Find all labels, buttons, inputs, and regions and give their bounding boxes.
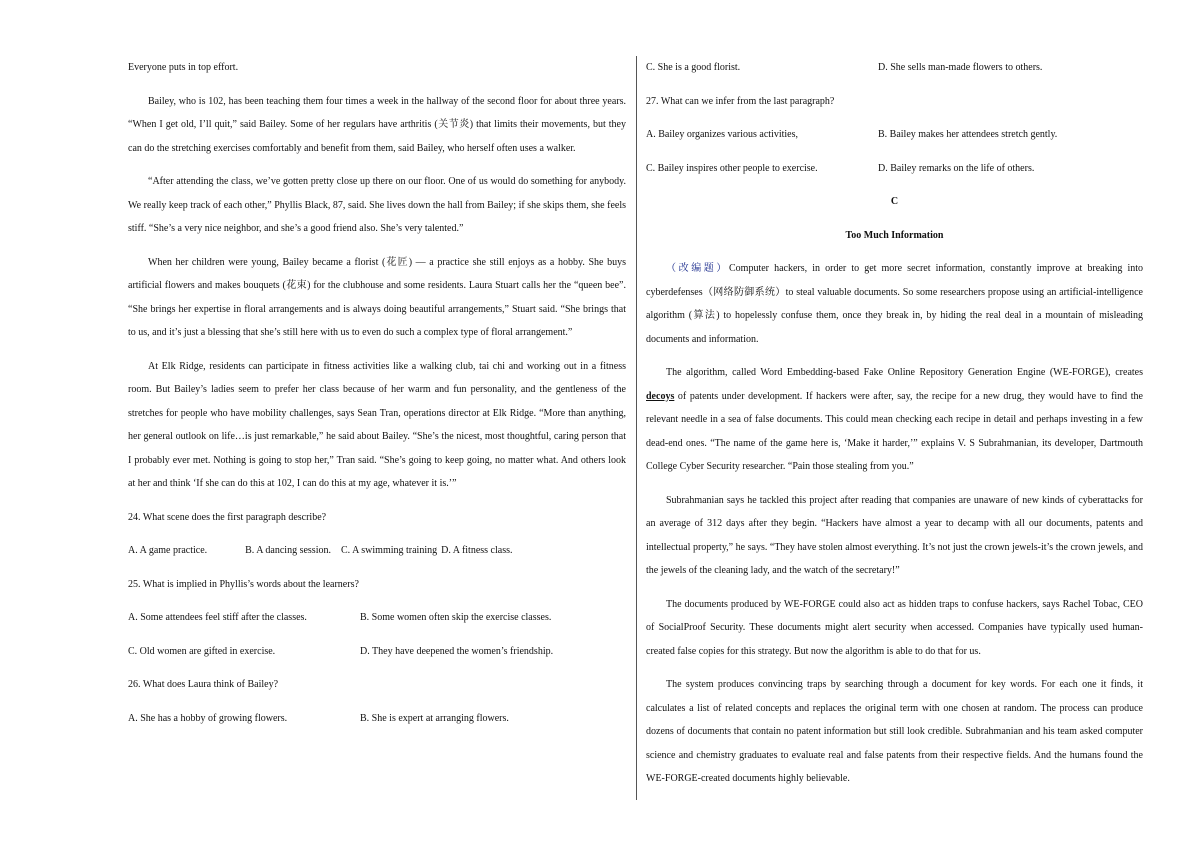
option: A. Some attendees feel stiff after the classes.	[128, 612, 307, 623]
question-25: 25. What is implied in Phyllis’s words about the learners?	[128, 578, 359, 590]
question-27-options-row	[646, 123, 1143, 147]
question-25-options-row	[128, 640, 626, 664]
paragraph-text: The algorithm, called Word Embedding-based Fake Online Repository Generation Engine (WE-FORGE), creates	[666, 367, 1143, 378]
passage-title: Too Much Information	[845, 229, 944, 241]
question-27: 27. What can we infer from the last paragraph?	[646, 95, 835, 107]
paragraph: When her children were young, Bailey became a florist (花匠) — a practice she still enjoys as a hobby. She buys artificial flowers and makes bouquets (花束) for the clubhouse and some residents. Laura Stuart calls her the “queen bee”. “She brings her expertise in floral arrangements and is always doing beautiful arrangements,” Stuart said. “She brings that to us, and it’s just a blessing that she’s still here with us to even do such a complex type of floral arrangement.”	[128, 256, 626, 338]
question-27-options-row	[646, 157, 1143, 181]
paragraph: Bailey, who is 102, has been teaching them four times a week in the hallway of the second floor for about three years. “When I get old, I’ll quit,” said Bailey. Some of her regulars have arthritis (关节炎) that limits their movements, but they can do the stretching exercises comfortably and benefit from them, said Bailey, who herself often uses a walker.	[128, 95, 626, 154]
option: D. A fitness class.	[441, 545, 513, 556]
section-letter: C	[890, 196, 899, 207]
paragraph: At Elk Ridge, residents can participate in fitness activities like a walking club, tai chi and working out in a fitness room. But Bailey’s ladies seem to prefer her class because of her warm and fun personality, and the gentleness of the stretches for people who have mobility challenges, says Sean Tran, operations director at Elk Ridge. “More than anything, her general outlook on life…is just remarkable,” he said about Bailey. “She’s the nicest, most thoughtful, caring person that I probably ever met. Nothing is going to stop her,” Tran said. “She’s going to keep going, no matter what. And others look at her and think ‘If she can do this at 102, I can do this at my age, whatever it is.’”	[128, 360, 626, 489]
option: B. Some women often skip the exercise classes.	[360, 612, 552, 623]
option: C. Old women are gifted in exercise.	[128, 645, 276, 657]
paragraph: Subrahmanian says he tackled this project after reading that companies are unaware of new kinds of cyberattacks for an average of 312 days after they begin. “Hackers have almost a year to decamp with all our documents, patents and intellectual property,” he says. “They have stolen almost everything. It’s not just the crown jewels-it’s the crown jewels, and the jewels of the cleaning lady, and the watch of the secretary!”	[646, 494, 1143, 576]
paragraph: The documents produced by WE-FORGE could also act as hidden traps to confuse hackers, says Rachel Tobac, CEO of SocialProof Security. These documents might alert security when accessed. Companies have typically used human-created false copies for this strategy. But now the algorithm is able to do that for us.	[646, 598, 1143, 657]
paragraph: Everyone puts in top effort.	[128, 62, 239, 73]
option: A. A game practice.	[128, 545, 208, 556]
question-26-options-row	[128, 707, 626, 731]
option: A. Bailey organizes various activities,	[646, 129, 798, 140]
option: D. They have deepened the women’s friendship.	[360, 645, 554, 657]
underlined-word: decoys	[646, 390, 675, 402]
question-24-options	[128, 539, 626, 563]
option: C. Bailey inspires other people to exercise.	[646, 162, 818, 174]
paragraph-text: Computer hackers, in order to get more secret information, constantly improve at breaking into cyberdefenses（网络防御系统）to steal valuable documents. So some researchers propose using an artificial-intelligence algorithm (算法) to hopelessly confuse them, once they break in, by hiding the real deal in a mountain of misleading documents and information.	[646, 263, 1144, 345]
paragraph-text: of patents under development. If hackers were after, say, the recipe for a new drug, they would have to find the relevant needle in a sea of false documents. This could mean checking each recipe in detail and perhaps investing in a few dead-end ones. “The name of the game here is, ‘Make it harder,’” explains V. S Subrahmanian, its developer, Dartmouth College Cyber Security researcher. “Pain those stealing from you.”	[646, 390, 1143, 472]
question-26-options-row	[646, 56, 1143, 80]
question-26: 26. What does Laura think of Bailey?	[128, 679, 279, 690]
paragraph: “After attending the class, we’ve gotten pretty close up there on our floor. One of us would do something for anybody. We really keep track of each other,” Phyllis Black, 87, said. She lives down the hall from Bailey; if she skips them, she feels stiff. “She’s a very nice neighbor, and she’s a good friend also. She’s very talented.”	[128, 176, 626, 234]
column-divider	[636, 56, 637, 800]
option: B. Bailey makes her attendees stretch gently.	[878, 129, 1058, 140]
right-column	[646, 56, 1143, 801]
option: C. A swimming training	[340, 545, 438, 556]
option: D. She sells man-made flowers to others.	[878, 62, 1043, 73]
option: B. She is expert at arranging flowers.	[360, 712, 509, 724]
paragraph: The system produces convincing traps by searching through a document for key words. For each one it finds, it calculates a list of related concepts and replaces the original term with one chosen at random. The process can produce dozens of documents that contain no patent information but still look credible. Subrahmanian and his team asked computer science and chemistry graduates to evaluate real and false patents from their respective fields. And the humans found the WE-FORGE-created documents highly believable.	[646, 679, 1143, 784]
option: B. A dancing session.	[245, 545, 331, 556]
question-25-options-row	[128, 606, 626, 630]
paragraph	[646, 361, 1143, 479]
paragraph	[646, 257, 1143, 351]
option: A. She has a hobby of growing flowers.	[128, 712, 288, 724]
left-column	[128, 56, 626, 740]
source-tag: （改编题）	[666, 263, 730, 274]
option: C. She is a good florist.	[646, 62, 741, 73]
option: D. Bailey remarks on the life of others.	[878, 162, 1035, 174]
question-24: 24. What scene does the first paragraph describe?	[128, 511, 327, 523]
